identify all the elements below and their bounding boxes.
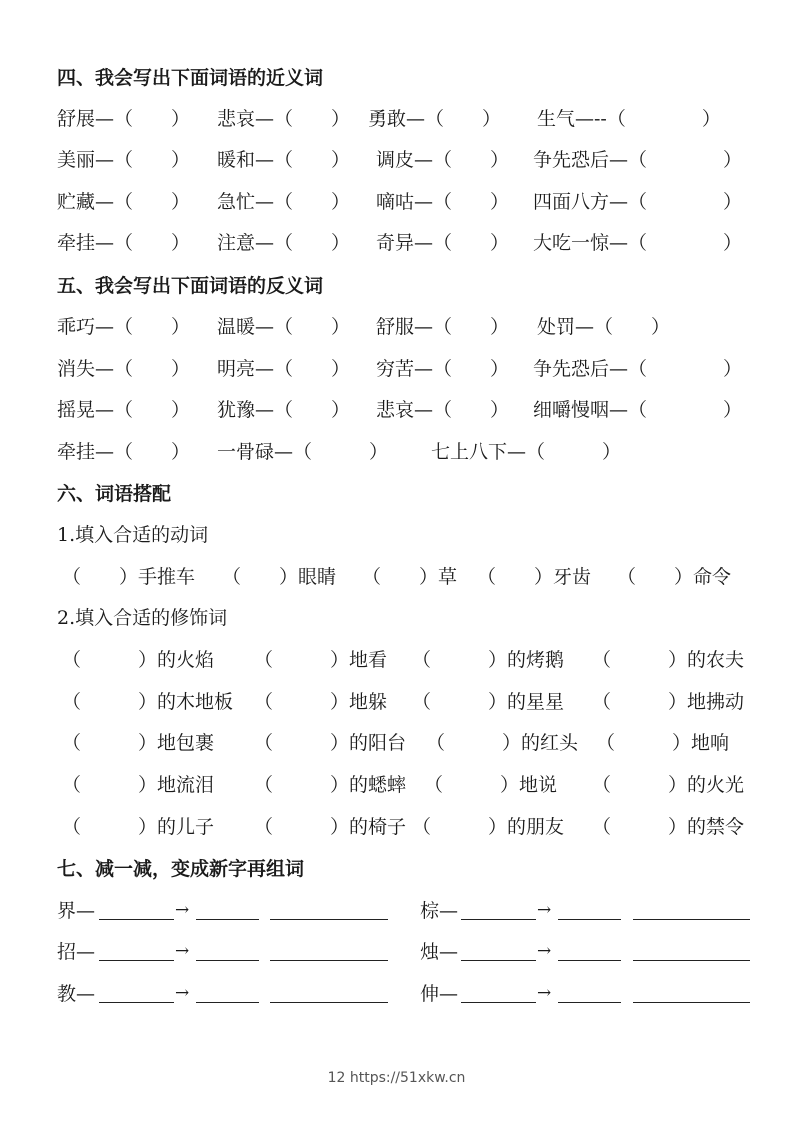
- s5-item: 摇晃—（ ）: [57, 399, 191, 421]
- modifier-item: （ ）地躲: [254, 691, 388, 713]
- arrow-icon: →: [537, 941, 552, 961]
- modifier-item: （ ）地流泪: [62, 774, 215, 796]
- s5-item: 处罚—（ ）: [537, 316, 671, 338]
- answer-blank[interactable]: [461, 919, 536, 920]
- modifier-item: （ ）的烤鹅: [412, 649, 565, 671]
- modifier-item: （ ）的农夫: [592, 649, 745, 671]
- arrow-icon: →: [175, 941, 190, 961]
- modifier-item: （ ）地说: [424, 774, 558, 796]
- s7-char: 烛—: [420, 941, 459, 963]
- s5-item: 牵挂—（ ）: [57, 441, 191, 463]
- s4-item: 嘀咕—（ ）: [376, 191, 510, 213]
- section-6-sub-2: 2.填入合适的修饰词: [57, 607, 228, 629]
- verb-item: （ ）眼睛: [222, 566, 337, 588]
- s4-item: 暖和—（ ）: [217, 149, 351, 171]
- s4-item: 贮藏—（ ）: [57, 191, 191, 213]
- s5-item: 细嚼慢咽—（ ）: [533, 399, 743, 421]
- s4-item: 生气—--（ ）: [537, 108, 721, 130]
- s4-item: 四面八方—（ ）: [533, 191, 743, 213]
- answer-blank[interactable]: [558, 1002, 621, 1003]
- s7-char: 教—: [57, 983, 96, 1005]
- modifier-item: （ ）的蟋蟀: [254, 774, 407, 796]
- modifier-item: （ ）的红头: [426, 732, 579, 754]
- modifier-item: （ ）的朋友: [412, 816, 565, 838]
- answer-blank[interactable]: [633, 919, 750, 920]
- page-footer: 12 https://51xkw.cn: [327, 1070, 466, 1086]
- section-6-title: 六、词语搭配: [57, 483, 172, 505]
- modifier-item: （ ）的星星: [412, 691, 565, 713]
- modifier-item: （ ）的木地板: [62, 691, 234, 713]
- section-6-sub-1: 1.填入合适的动词: [57, 524, 209, 546]
- verb-item: （ ）命令: [617, 566, 732, 588]
- answer-blank[interactable]: [196, 960, 259, 961]
- s5-item: 舒服—（ ）: [376, 316, 510, 338]
- s5-item: 明亮—（ ）: [217, 358, 351, 380]
- answer-blank[interactable]: [461, 960, 536, 961]
- s5-item: 争先恐后—（ ）: [533, 358, 743, 380]
- verb-item: （ ）手推车: [62, 566, 196, 588]
- s4-item: 牵挂—（ ）: [57, 232, 191, 254]
- s5-item: 消失—（ ）: [57, 358, 191, 380]
- verb-item: （ ）牙齿: [477, 566, 592, 588]
- verb-item: （ ）草: [362, 566, 458, 588]
- s5-item: 一骨碌—（ ）: [217, 441, 389, 463]
- s4-item: 调皮—（ ）: [376, 149, 510, 171]
- section-4-title: 四、我会写出下面词语的近义词: [57, 67, 324, 89]
- s7-char: 棕—: [420, 900, 459, 922]
- answer-blank[interactable]: [270, 960, 388, 961]
- answer-blank[interactable]: [196, 919, 259, 920]
- s5-item: 穷苦—（ ）: [376, 358, 510, 380]
- s5-item: 悲哀—（ ）: [376, 399, 510, 421]
- answer-blank[interactable]: [270, 1002, 388, 1003]
- answer-blank[interactable]: [558, 960, 621, 961]
- modifier-item: （ ）的儿子: [62, 816, 215, 838]
- s4-item: 争先恐后—（ ）: [533, 149, 743, 171]
- answer-blank[interactable]: [461, 1002, 536, 1003]
- s4-item: 美丽—（ ）: [57, 149, 191, 171]
- s4-item: 舒展—（ ）: [57, 108, 191, 130]
- arrow-icon: →: [537, 900, 552, 920]
- s7-char: 招—: [57, 941, 96, 963]
- s4-item: 大吃一惊—（ ）: [533, 232, 743, 254]
- modifier-item: （ ）的火焰: [62, 649, 215, 671]
- s7-char: 伸—: [420, 983, 459, 1005]
- section-5-title: 五、我会写出下面词语的反义词: [57, 275, 324, 297]
- s5-item: 乖巧—（ ）: [57, 316, 191, 338]
- s4-item: 勇敢—（ ）: [368, 108, 502, 130]
- modifier-item: （ ）地看: [254, 649, 388, 671]
- answer-blank[interactable]: [558, 919, 621, 920]
- answer-blank[interactable]: [270, 919, 388, 920]
- s4-item: 悲哀—（ ）: [217, 108, 351, 130]
- modifier-item: （ ）的禁令: [592, 816, 745, 838]
- s4-item: 奇异—（ ）: [376, 232, 510, 254]
- modifier-item: （ ）的火光: [592, 774, 745, 796]
- modifier-item: （ ）地拂动: [592, 691, 745, 713]
- answer-blank[interactable]: [99, 1002, 174, 1003]
- s5-item: 温暖—（ ）: [217, 316, 351, 338]
- arrow-icon: →: [175, 900, 190, 920]
- s5-item: 犹豫—（ ）: [217, 399, 351, 421]
- modifier-item: （ ）的阳台: [254, 732, 407, 754]
- s4-item: 急忙—（ ）: [217, 191, 351, 213]
- answer-blank[interactable]: [99, 960, 174, 961]
- modifier-item: （ ）地包裹: [62, 732, 215, 754]
- s5-item: 七上八下—（ ）: [431, 441, 622, 463]
- answer-blank[interactable]: [99, 919, 174, 920]
- answer-blank[interactable]: [633, 960, 750, 961]
- modifier-item: （ ）地响: [596, 732, 730, 754]
- arrow-icon: →: [537, 983, 552, 1003]
- answer-blank[interactable]: [196, 1002, 259, 1003]
- answer-blank[interactable]: [633, 1002, 750, 1003]
- arrow-icon: →: [175, 983, 190, 1003]
- section-7-title: 七、减一减，变成新字再组词: [57, 858, 305, 880]
- s7-char: 界—: [57, 900, 96, 922]
- modifier-item: （ ）的椅子: [254, 816, 407, 838]
- s4-item: 注意—（ ）: [217, 232, 351, 254]
